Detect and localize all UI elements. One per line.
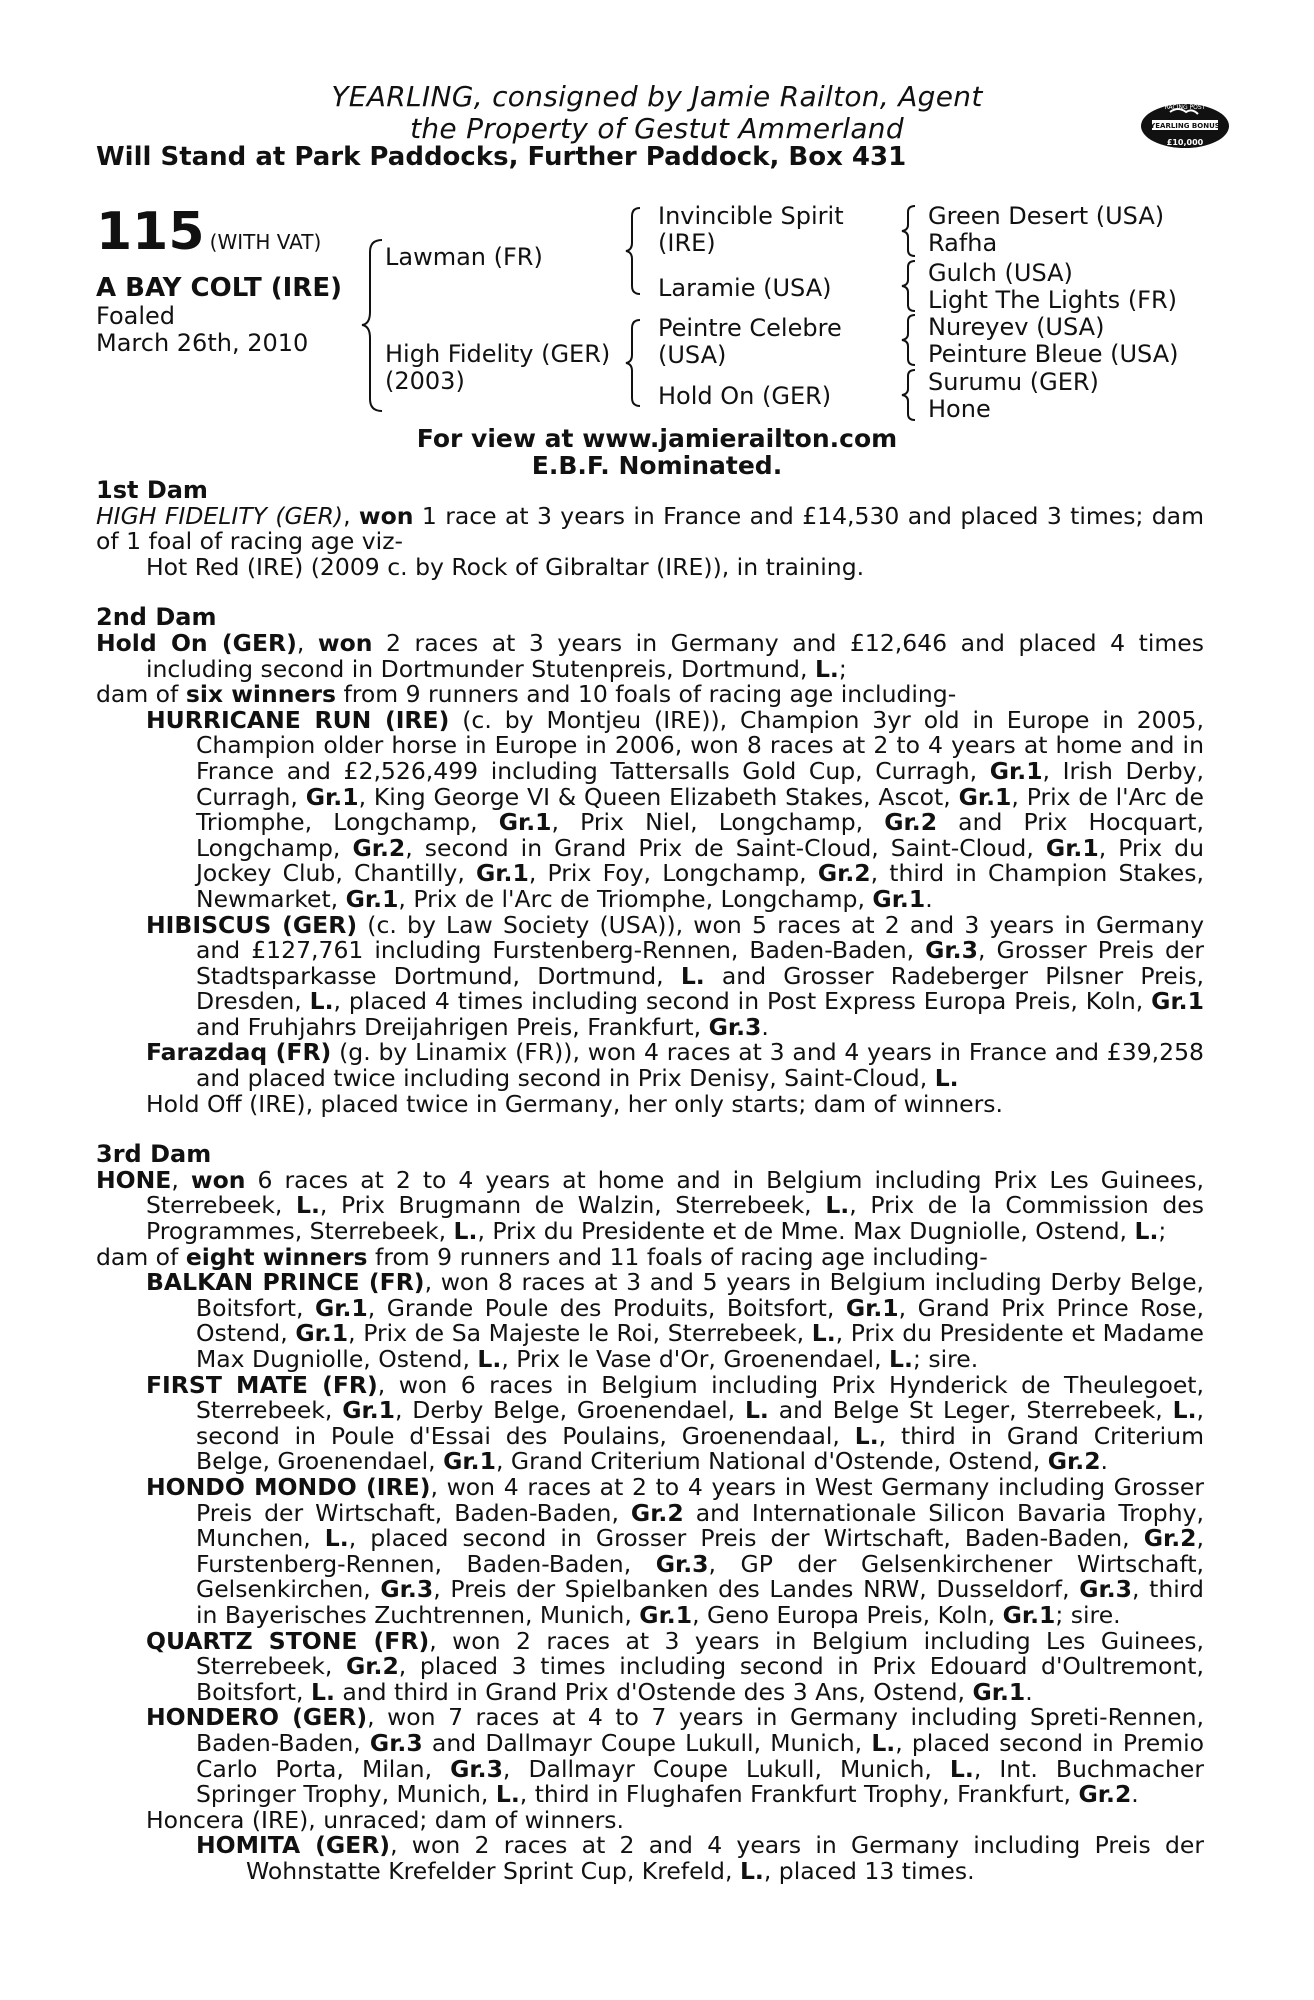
third-dam-homita: HOMITA (GER), won 2 races at 2 and 4 years in Germany including Preis der Wohnstatte Krefelder Sprint Cup, Krefeld, L., placed 13 times. (196, 1831, 1204, 1885)
badge-bottom: £10,000 (1166, 138, 1204, 147)
ebf-line: E.B.F. Nominated. (531, 451, 783, 480)
third-dam-first-mate: FIRST MATE (FR), won 6 races in Belgium including Prix Hynderick de Theulegoet, Sterrebeek, Gr.1, Derby Belge, Groenendael, L. and Belge St Leger, Sterrebeek, L., second in Poule d'Essai des Poulains, Groenendaal, L., third in Grand Criterium Belge, Groenendael, Gr.1, Grand Criterium National d'Ostende, Ostend, Gr.2. (146, 1370, 1204, 1476)
second-dam-damof: dam of six winners from 9 runners and 10 foals of racing age including- (96, 680, 957, 709)
header-line-1: YEARLING, consigned by Jamie Railton, Agent (331, 80, 983, 113)
first-dam-produce: Hot Red (IRE) (2009 c. by Rock of Gibraltar (IRE)), in training. (146, 552, 865, 581)
second-dam-hurricane-run: HURRICANE RUN (IRE) (c. by Montjeu (IRE)), Champion 3yr old in Europe in 2005, Champion older horse in Europe in 2006, won 8 races at 2 to 4 years at home and in France and £2,526,499 including Tattersalls Gold Cup, Curragh, Gr.1, Irish Derby, Curragh, Gr.1, King George VI & Queen Elizabeth Stakes, Ascot, Gr.1, Prix de l'Arc de Triomphe, Longchamp, Gr.1, Prix Niel, Longchamp, Gr.2 and Prix Hocquart, Longchamp, Gr.2, second in Grand Prix de Saint-Cloud, Saint-Cloud, Gr.1, Prix du Jockey Club, Chantilly, Gr.1, Prix Foy, Longchamp, Gr.2, third in Champion Stakes, Newmarket, Gr.1, Prix de l'Arc de Triomphe, Longchamp, Gr.1. (146, 705, 1204, 913)
second-dam-intro: Hold On (GER), won 2 races at 3 years in Germany and £12,646 and placed 4 times including second in Dortmunder Stutenpreis, Dortmund, L.; (96, 628, 1204, 683)
pedigree-dam-line2: (2003) (385, 367, 465, 395)
pedigree-ddd: Hone (928, 395, 991, 423)
third-dam-honcera: Honcera (IRE), unraced; dam of winners. (146, 1805, 624, 1834)
second-dam-heading: 2nd Dam (96, 603, 217, 632)
pedigree-dds: Surumu (GER) (928, 368, 1099, 396)
badge-top: RACING POST (1164, 104, 1206, 111)
pedigree-brace-dam (624, 318, 646, 408)
foaled-date: March 26th, 2010 (96, 329, 309, 357)
pedigree-sss: Green Desert (USA) (928, 202, 1165, 230)
second-dam-hibiscus: HIBISCUS (GER) (c. by Law Society (USA)), won 5 races at 2 and 3 years in Germany and £127,761 including Furstenberg-Rennen, Baden-Baden, Gr.3, Grosser Preis der Stadtsparkasse Dortmund, Dortmund, L. and Grosser Radeberger Pilsner Preis, Dresden, L., placed 4 times including second in Post Express Europa Preis, Koln, Gr.1 and Fruhjahrs Dreijahrigen Preis, Frankfurt, Gr.3. (146, 910, 1204, 1041)
pedigree-brace-sd (900, 259, 920, 313)
pedigree-dsd: Peinture Bleue (USA) (928, 340, 1179, 368)
pedigree-brace-ds (900, 313, 920, 367)
pedigree-ssd: Rafha (928, 229, 998, 257)
third-dam-balkan-prince: BALKAN PRINCE (FR), won 8 races at 3 and 5 years in Belgium including Derby Belge, Boitsfort, Gr.1, Grande Poule des Produits, Boitsfort, Gr.1, Grand Prix Prince Rose, Ostend, Gr.1, Prix de Sa Majeste le Roi, Sterrebeek, L., Prix du Presidente et Madame Max Dugniolle, Ostend, L., Prix le Vase d'Or, Groenendael, L.; sire. (146, 1268, 1204, 1373)
pedigree-dss: Nureyev (USA) (928, 313, 1105, 341)
pedigree-sire: Lawman (FR) (385, 243, 543, 271)
pedigree-dam-sire-l2: (USA) (658, 341, 727, 369)
pedigree-dam-dam: Hold On (GER) (658, 382, 832, 410)
pedigree-sire-dam: Laramie (USA) (658, 274, 832, 302)
third-dam-hondo-mondo: HONDO MONDO (IRE), won 4 races at 2 to 4 years in West Germany including Grosser Preis der Wirtschaft, Baden-Baden, Gr.2 and Internationale Silicon Bavaria Trophy, Munchen, L., placed second in Grosser Preis der Wirtschaft, Baden-Baden, Gr.2, Furstenberg-Rennen, Baden-Baden, Gr.3, GP der Gelsenkirchener Wirtschaft, Gelsenkirchen, Gr.3, Preis der Spielbanken des Landes NRW, Dusseldorf, Gr.3, third in Bayerisches Zuchtrennen, Munich, Gr.1, Geno Europa Preis, Koln, Gr.1; sire. (146, 1472, 1205, 1629)
first-dam-heading: 1st Dam (96, 476, 208, 504)
header-line-3: Will Stand at Park Paddocks, Further Paddock, Box 431 (96, 142, 907, 172)
badge-mid: YEARLING BONUS (1150, 122, 1220, 130)
pedigree-brace-sire (624, 206, 646, 296)
pedigree-dam-sire-l1: Peintre Celebre (658, 314, 842, 342)
second-dam-farazdaq: Farazdaq (FR) (g. by Linamix (FR)), won 4 races at 3 and 4 years in France and £39,258 and placed twice including second in Prix Denisy, Saint-Cloud, L. (146, 1038, 1204, 1093)
foaled-label: Foaled (96, 302, 176, 330)
third-dam-hondero: HONDERO (GER), won 7 races at 4 to 7 years in Germany including Spreti-Rennen, Baden-Baden, Gr.3 and Dallmayr Coupe Lukull, Munich, L., placed second in Premio Carlo Porta, Milan, Gr.3, Dallmayr Coupe Lukull, Munich, L., Int. Buchmacher Springer Trophy, Munich, L., third in Flughafen Frankfurt Trophy, Frankfurt, Gr.2. (146, 1703, 1205, 1809)
third-dam-damof: dam of eight winners from 9 runners and 11 foals of racing age including- (96, 1242, 988, 1271)
pedigree-brace-dd (900, 368, 920, 422)
second-dam-hold-off: Hold Off (IRE), placed twice in Germany, her only starts; dam of winners. (146, 1089, 1003, 1118)
catalogue-body (96, 478, 1204, 1884)
first-dam-text: HIGH FIDELITY (GER), won 1 race at 3 years in France and £14,530 and placed 3 times; dam of 1 foal of racing age viz- (96, 501, 1204, 556)
third-dam-heading: 3rd Dam (96, 1140, 212, 1169)
third-dam-intro: HONE, won 6 races at 2 to 4 years at home and in Belgium including Prix Les Guinees, Sterrebeek, L., Prix Brugmann de Walzin, Sterrebeek, L., Prix de la Commission des Programmes, Sterrebeek, L., Prix du Presidente et de Mme. Max Dugniolle, Ostend, L.; (96, 1165, 1204, 1246)
pedigree-dam-line1: High Fidelity (GER) (385, 340, 611, 368)
pedigree-sds: Gulch (USA) (928, 259, 1073, 287)
vat-label: (WITH VAT) (209, 230, 322, 254)
third-dam-quartz-stone: QUARTZ STONE (FR), won 2 races at 3 years in Belgium including Les Guinees, Sterrebeek, Gr.2, placed 3 times including second in Prix Edouard d'Oultremont, Boitsfort, L. and third in Grand Prix d'Ostende des 3 Ans, Ostend, Gr.1. (146, 1626, 1204, 1706)
pedigree-sdd: Light The Lights (FR) (928, 286, 1178, 314)
pedigree-brace-ss (900, 204, 920, 258)
header-line-2: the Property of Gestut Ammerland (410, 112, 904, 145)
yearling-bonus-badge-icon (1140, 96, 1230, 156)
view-line: For view at www.jamierailton.com (416, 424, 898, 453)
lot-number: 115 (96, 202, 205, 262)
horse-name: A BAY COLT (IRE) (96, 273, 342, 303)
pedigree-sire-sire-l2: (IRE) (658, 229, 716, 257)
lot-number-block (96, 202, 321, 262)
pedigree-sire-sire-l1: Invincible Spirit (658, 202, 844, 230)
